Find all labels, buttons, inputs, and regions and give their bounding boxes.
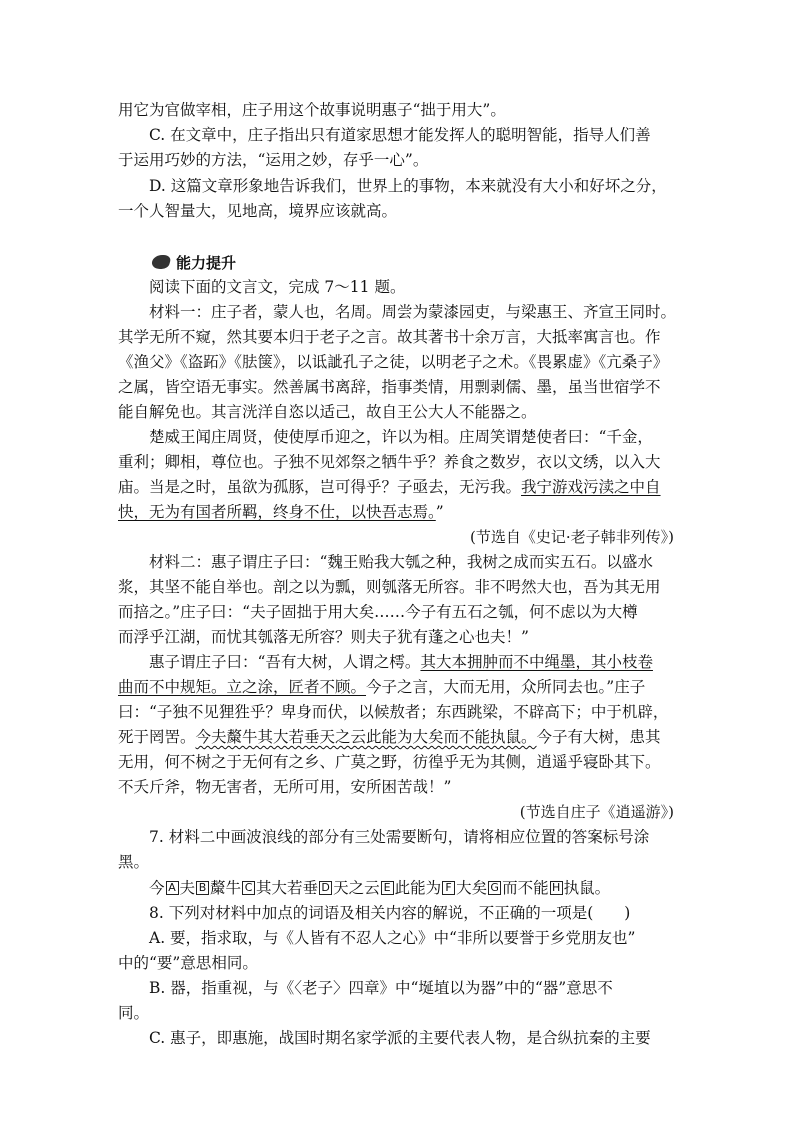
material-1-line: 楚威王闻庄周贤，使使厚币迎之，许以为相。庄周笑谓楚使者曰：“千金，: [149, 428, 653, 446]
material-1-line: [118, 476, 794, 498]
section-header: [152, 252, 236, 272]
material-2-line: [118, 726, 794, 748]
material-1-line: 能自解免也。其言洸洋自恣以适己，故自王公大人不能器之。: [118, 403, 537, 421]
material-2-line: [149, 651, 794, 673]
underlined-sentence: 快，无为有国者所羁，终身不仕，以快吾志焉。: [118, 503, 436, 521]
option-d: D. 这篇文章形象地告诉我们，世界上的事物，本来就没有大小和好坏之分，: [149, 177, 667, 195]
material-2-line: [118, 676, 794, 698]
segment: 大矣: [456, 879, 488, 897]
answer-box-e[interactable]: E: [381, 881, 394, 895]
reading-instruction: 阅读下面的文言文，完成 7～11 题。: [149, 278, 406, 296]
underlined-sentence: 我宁游戏污渎之中自: [521, 478, 661, 496]
question-7: 7. 材料二中画波浪线的部分有三处需要断句，请将相应位置的答案标号涂: [149, 828, 650, 846]
underlined-sentence: 其大本拥肿而不中绳墨，其小枝卷: [420, 653, 653, 671]
question-8-option-b-tail: 同。: [118, 1004, 150, 1022]
question-7-tail: 黑。: [118, 853, 150, 871]
question-8: 8. 下列对材料中加点的词语及相关内容的解说，不正确的一项是( ): [149, 904, 631, 922]
text-span: 今子有大树，患其: [536, 728, 661, 746]
question-8-option-a: A. 要，指求取，与《人皆有不忍人之心》中“非所以要誉于乡党朋友也”: [149, 929, 636, 947]
segment: 此能为: [394, 879, 442, 897]
material-2-line: 曰：“子独不见狸狌乎？卑身而伏，以候敖者；东西跳梁，不辟高下；中于机辟，: [118, 703, 669, 721]
underlined-sentence: 曲而不中规矩。立之涂，匠者不顾。: [118, 678, 367, 696]
source-citation-2: (节选自庄子《逍遥游》): [519, 803, 674, 821]
wavy-underlined-sentence: 今夫斄牛其大若垂天之云此能为大矣而不能执鼠。: [195, 728, 537, 746]
section-title: 能力提升: [176, 253, 237, 272]
question-8-option-b: B. 器，指重视，与《〈老子〉四章》中“埏埴以为器”中的“器”意思不: [149, 979, 613, 997]
answer-box-a[interactable]: A: [166, 881, 179, 895]
text-span: ”: [435, 503, 444, 521]
answer-box-g[interactable]: G: [488, 881, 501, 895]
segment: 斄牛: [210, 879, 242, 897]
segment: 夫: [179, 879, 196, 897]
option-c-tail: 于运用巧妙的方法，“运用之妙，存乎一心”。: [118, 151, 429, 169]
segment: 天之云: [333, 879, 380, 897]
material-1-line: 《渔父》《盗跖》《胠箧》，以诋訿孔子之徒，以明老子之术。《畏累虚》《亢桑子》: [118, 353, 669, 371]
material-2-line: 浆，其坚不能自举也。剖之以为瓢，则瓠落无所容。非不呺然大也，吾为其无用: [118, 578, 661, 596]
text-span: 惠子谓庄子曰：“吾有大树，人谓之樗。: [149, 653, 421, 671]
answer-box-f[interactable]: F: [442, 881, 455, 895]
material-1-line: 其学无所不窥，然其要本归于老子之言。故其著书十余万言，大抵率寓言也。作: [118, 328, 661, 346]
answer-box-b[interactable]: B: [196, 881, 209, 895]
question-7-options: [149, 877, 794, 899]
material-2-line: 而浮乎江湖，而忧其瓠落无所容？则夫子犹有蓬之心也夫！”: [118, 628, 529, 646]
question-8-option-a-tail: 中的“要”意思相同。: [118, 954, 258, 972]
question-8-option-c: C. 惠子，即惠施，战国时期名家学派的主要代表人物，是合纵抗秦的主要: [149, 1029, 651, 1047]
material-1-line: 之属，皆空语无事实。然善属书离辞，指事类情，用剽剥儒、墨，虽当世宿学不: [118, 378, 661, 396]
material-2-line: 而掊之。”庄子曰：“夫子固拙于用大矣……今子有五石之瓠，何不虑以为大樽: [118, 603, 638, 621]
text-span: 今子之言，大而无用，众所同去也。”庄子: [366, 678, 646, 696]
text-span: 庙。当是之时，虽欲为孤豚，岂可得乎？子亟去，无污我。: [118, 478, 522, 496]
material-1-line: 材料一：庄子者，蒙人也，名周。周尝为蒙漆园吏，与梁惠王、齐宣王同时。: [149, 303, 677, 321]
material-2-line: 不夭斤斧，物无害者，无所可用，安所困苦哉！”: [118, 778, 452, 796]
text-span: 死于罔罟。: [118, 728, 196, 746]
segment: 执鼠。: [563, 879, 611, 897]
segment: 今: [149, 879, 165, 897]
source-citation-1: (节选自《史记·老子韩非列传》): [470, 528, 674, 546]
material-2-line: 无用，何不树之于无何有之乡、广莫之野，彷徨乎无为其侧，逍遥乎寝卧其下。: [118, 753, 661, 771]
material-2-line: 材料二：惠子谓庄子曰：“魏王贻我大瓠之种，我树之成而实五石。以盛水: [149, 553, 653, 571]
option-b-tail: 用它为官做宰相，庄子用这个故事说明惠子“拙于用大”。: [118, 101, 506, 119]
option-d-tail: 一个人智量大，见地高，境界应该就高。: [118, 202, 398, 220]
material-1-line: 重利；卿相，尊位也。子独不见郊祭之牺牛乎？养食之数岁，衣以文绣，以入大: [118, 453, 661, 471]
answer-box-h[interactable]: H: [550, 881, 563, 895]
segment: 其大若垂: [256, 879, 319, 897]
segment: 而不能: [502, 879, 549, 897]
material-1-line: [118, 501, 794, 523]
answer-box-d[interactable]: D: [319, 881, 332, 895]
option-c: C. 在文章中，庄子指出只有道家思想才能发挥人的聪明智能，指导人们善: [149, 126, 651, 144]
answer-box-c[interactable]: C: [242, 881, 255, 895]
badge-icon: [150, 255, 172, 269]
